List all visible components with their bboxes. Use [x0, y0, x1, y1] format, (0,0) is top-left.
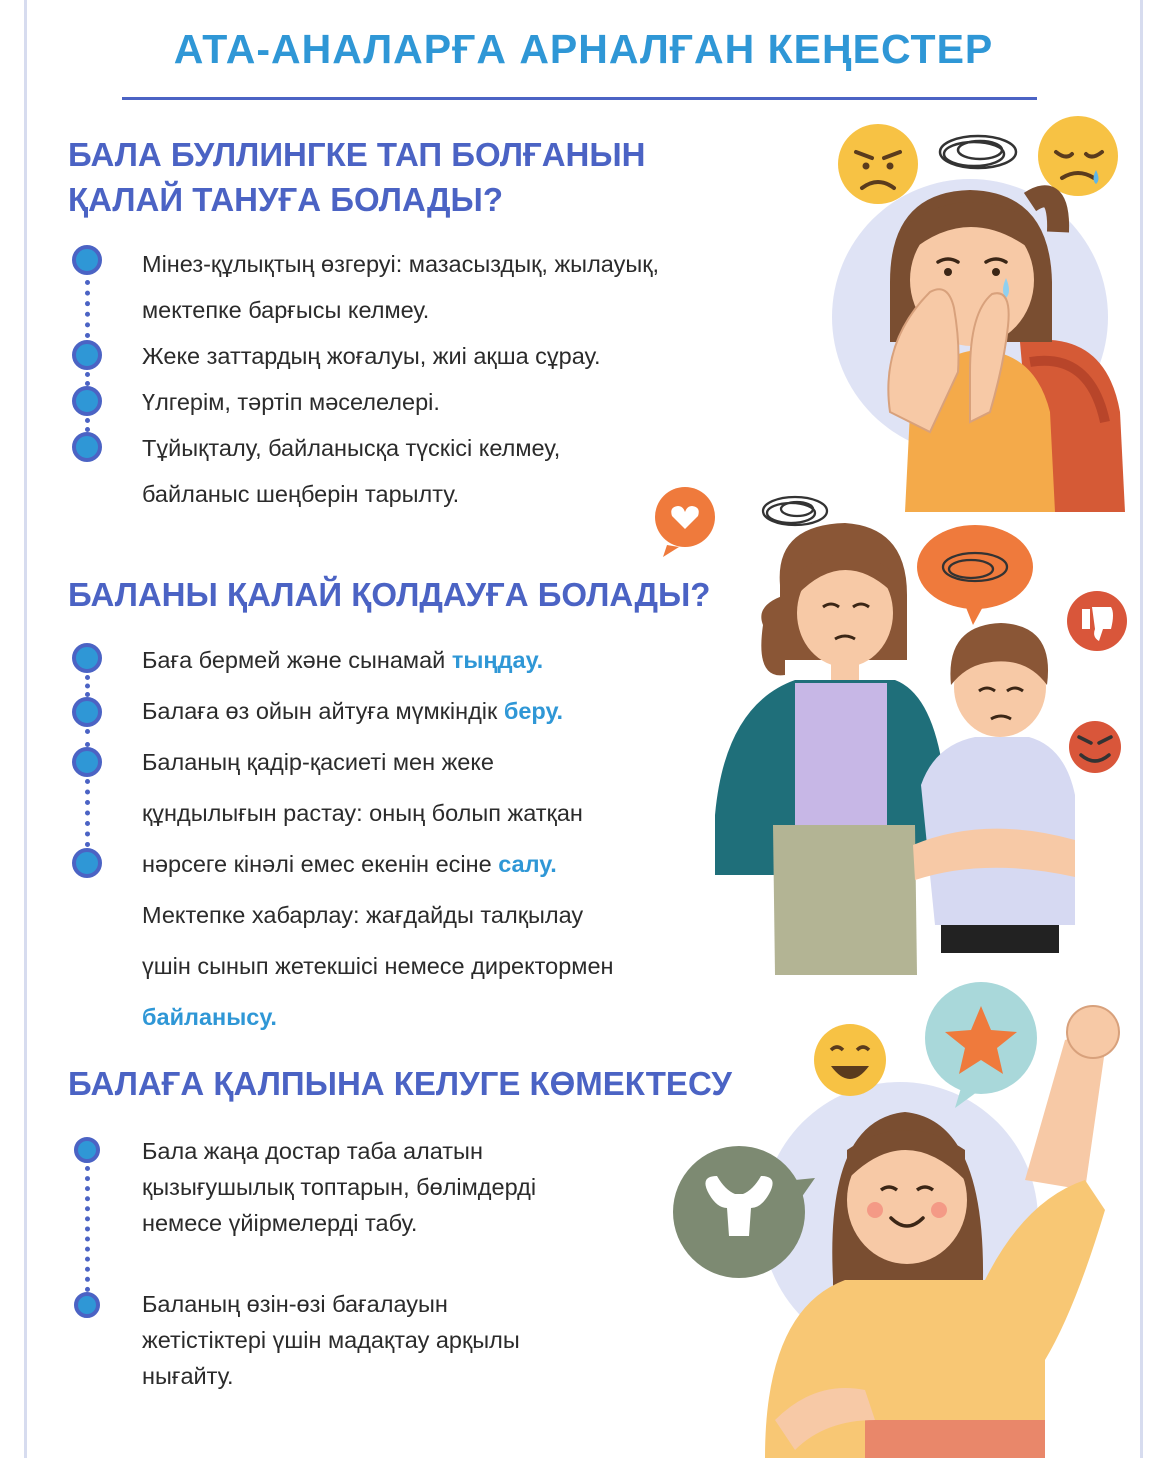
happy-girl-illustration — [665, 980, 1140, 1458]
angry-face-icon — [838, 124, 918, 204]
section-3-heading: БАЛАҒА ҚАЛПЫНА КЕЛУГЕ КӨМЕКТЕСУ — [68, 1065, 732, 1102]
bullet-connector — [85, 418, 90, 432]
bullet-dot — [74, 1137, 100, 1163]
bullet-dot — [72, 697, 102, 727]
section-2-heading: БАЛАНЫ ҚАЛАЙ ҚОЛДАУҒА БОЛАДЫ? — [68, 576, 711, 613]
section-1-heading — [68, 132, 646, 222]
mother-and-son-illustration — [645, 485, 1140, 975]
bullet-connector — [85, 729, 90, 747]
title-underline — [122, 97, 1037, 100]
section-3-item-1: Бала жаңа достар таба алатын қызығушылық топтарын, бөлімдерді немесе үйірмелерді табу. — [142, 1138, 537, 1236]
list-item: Үлгерім, тәртіп мәселелері. — [142, 389, 440, 415]
speech-bubble-icon — [917, 525, 1033, 625]
laughing-face-icon — [814, 1024, 886, 1096]
bullet-dot — [72, 747, 102, 777]
bullet-dot — [72, 340, 102, 370]
bullet-connector — [85, 1166, 90, 1292]
page-border-left — [24, 0, 27, 1458]
bullet-dot — [72, 386, 102, 416]
scribble-icon — [763, 497, 827, 525]
bullet-connector — [85, 372, 90, 386]
bullet-dot — [72, 643, 102, 673]
list-item: Баланың қадір-қасиеті мен жеке құндылығын растау: оның болып жатқан нәрсеге кінәлі емес екенін есіне салу. — [142, 749, 583, 877]
section-2-list — [142, 635, 614, 1043]
bullet-dot — [74, 1292, 100, 1318]
bullet-dot — [72, 245, 102, 275]
list-item: Мінез-құлықтың өзгеруі: мазасыздық, жылауық, мектепке барғысы келмеу. — [142, 251, 660, 323]
section-1-list — [142, 241, 659, 517]
sad-face-icon — [1038, 116, 1118, 196]
list-item: Балаға өз ойын айтуға мүмкіндік беру. — [142, 698, 564, 724]
heart-bubble-icon — [655, 487, 715, 557]
page-border-right — [1140, 0, 1143, 1458]
section-1-heading-line-1: БАЛА БУЛЛИНГКЕ ТАП БОЛҒАНЫН — [68, 136, 646, 173]
list-item: Жеке заттардың жоғалуы, жиі ақша сұрау. — [142, 343, 601, 369]
section-3-item-2: Баланың өзін-өзі бағалауын жетістіктері үшін мадақтау арқылы нығайту. — [142, 1291, 520, 1389]
bullet-connector — [85, 675, 90, 697]
page-title: АТА-АНАЛАРҒА АРНАЛҒАН КЕҢЕСТЕР — [173, 26, 994, 72]
bullet-dot — [72, 848, 102, 878]
devil-face-icon — [1069, 721, 1121, 773]
bullet-connector — [85, 280, 90, 338]
bullet-connector — [85, 779, 90, 847]
scribble-icon — [940, 136, 1016, 168]
thumbs-down-icon — [1067, 591, 1127, 651]
list-item: Тұйықталу, байланысқа түскісі келмеу, байланыс шеңберін тарылту. — [142, 435, 561, 507]
list-item: Мектепке хабарлау: жағдайды талқылау үшін сынып жетекшісі немесе директормен байланысу. — [142, 902, 614, 1030]
section-1-heading-line-2: ҚАЛАЙ ТАНУҒА БОЛАДЫ? — [68, 181, 503, 218]
bullet-dot — [72, 432, 102, 462]
crying-girl-illustration — [820, 112, 1140, 522]
list-item: Баға бермей және сынамай тыңдау. — [142, 647, 544, 673]
